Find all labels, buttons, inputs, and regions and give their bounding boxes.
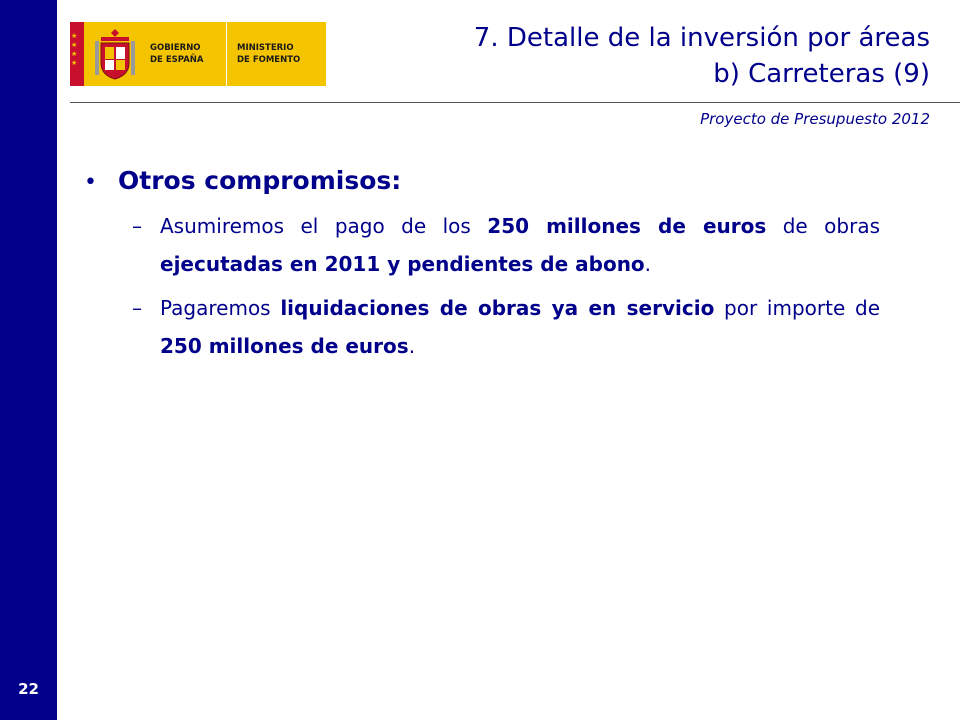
slide-title: [474, 20, 930, 92]
slide-subtitle: Proyecto de Presupuesto 2012: [700, 110, 930, 128]
logo-gov-line2: DE ESPAÑA: [150, 55, 204, 65]
bold-run: liquidaciones de obras ya en servicio: [280, 296, 715, 320]
dash-icon: –: [132, 214, 142, 238]
page-number: 22: [18, 680, 39, 698]
bold-run: 250 millones de euros: [487, 214, 767, 238]
bold-run: 250 millones de euros: [160, 334, 409, 358]
bullet-item: [84, 166, 880, 195]
left-sidebar-band: [0, 0, 57, 720]
sub-item-2: [132, 289, 880, 365]
section-heading: Otros compromisos:: [118, 166, 402, 195]
text-run: .: [644, 252, 652, 276]
title-line1: 7. Detalle de la inversión por áreas: [473, 23, 930, 53]
coat-of-arms-icon: [84, 22, 146, 86]
slide-content: [84, 166, 880, 371]
text-run: Pagaremos: [160, 296, 281, 320]
bullet-icon: •: [84, 170, 97, 195]
text-run: Asumiremos el pago de los: [160, 214, 488, 238]
stars-icon: ★ ★ ★ ★: [71, 32, 78, 67]
sub-item-2-text: [160, 289, 880, 365]
sub-item-1-text: [160, 207, 880, 283]
text-run: por importe de: [714, 296, 880, 320]
logo-government-text: [146, 22, 227, 86]
logo-gov-line1: GOBIERNO: [150, 43, 201, 53]
bold-run: ejecutadas en 2011 y pendientes de abono: [160, 252, 645, 276]
text-run: de obras: [766, 214, 881, 238]
logo-min-line1: MINISTERIO: [237, 43, 294, 53]
government-logo: [70, 22, 326, 86]
title-line2: b) Carreteras (9): [713, 59, 930, 89]
text-run: .: [408, 334, 416, 358]
logo-ministry-text: [227, 22, 300, 86]
eu-flag-strip: [70, 22, 84, 86]
logo-min-line2: DE FOMENTO: [237, 55, 301, 65]
header-divider: [70, 102, 960, 103]
dash-icon: –: [132, 296, 142, 320]
sub-item-1: [132, 207, 880, 283]
